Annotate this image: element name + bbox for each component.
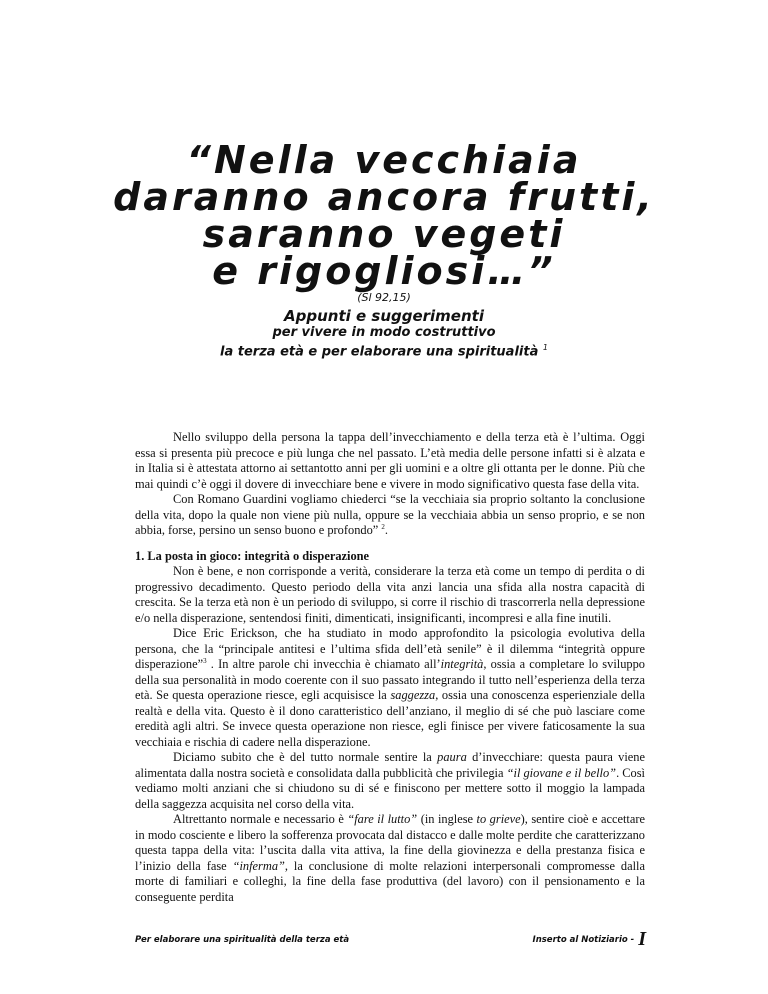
emphasis: “inferma”	[232, 858, 285, 873]
paragraph: Nello sviluppo della persona la tappa dell’invecchiamento e della terza età è l’ultima. Oggi essa si presenta più precoce e più lunga che nel passato. L’età media delle persone infatti si è alzata e in Italia si è attestata attorno ai settantotto anni per gli uomini e a oltre gli ottanta per le donne. Più che mai quindi c’è oggi il dovere di invecchiare bene e vivere in modo significativo questa fase della vita.	[135, 430, 645, 491]
paragraph-text: Diciamo subito che è del tutto normale sentire la	[173, 750, 438, 764]
emphasis: “fare il lutto”	[347, 812, 418, 826]
title-line: daranno ancora frutti,	[113, 175, 655, 219]
footnote-ref: 2	[381, 522, 385, 531]
emphasis: “il giovane e il bello”	[506, 765, 617, 780]
paragraph: Non è bene, e non corrisponde a verità, considerare la terza età come un tempo di perdita o di progressivo decadimento. Questo periodo della vita anzi lancia una sfida alla nostra capacità di crescita. Se la terza età non è un periodo di sviluppo, si corre il rischio di trascorrerla nella depressione e/o nella disperazione, sentendosi finiti, dimenticati, insignificanti, incompresi e alla fine inutili.	[135, 564, 645, 625]
paragraph-text: , ossia a completare lo sviluppo della sua personalità in modo coerente con il suo passato integrando il tutto nell’esperienza della terza età. Se questa operazione riesce, egli acquisisce la	[135, 657, 645, 702]
paragraph-text: Con Romano Guardini vogliamo chiederci “se la vecchiaia sia proprio soltanto la conclusione della vita, dopo la quale non viene più nulla, oppure se la vecchiaia abbia un senso proprio, e se non abbia, forse, persino un senso buono e profondo”	[135, 492, 645, 537]
title-line: saranno vegeti	[202, 212, 566, 256]
footer-publication	[533, 928, 646, 951]
paragraph-text: ), sentire cioè e accettare in modo cosciente e libero la sofferenza provocata dal distacco e dalle molte perdite che caratterizzano questa tappa della vita: l’uscita dalla vita attiva, la fine della giovinezza e della prestanza fisica e l’inizio della fase	[135, 812, 645, 873]
emphasis: saggezza	[390, 688, 436, 702]
paragraph: Dice Eric Erickson, che ha studiato in modo approfondito la psicologia evolutiva della persona, che la “principale antitesi e l’ultima sfida dell’età senile” è il dilemma “integrità oppure disperazione”$^3$ . In altre parole chi invecchia è chiamato all’integrità, ossia a completare lo sviluppo della sua personalità in modo coerente con il suo passato integrando il tutto nell’esperienza della terza età. Se questa operazione riesce, egli acquisisce la saggezza, ossia una conoscenza esperienziale della realtà e della vita. Questo è il dono caratteristico dell’anziano, il meglio di sé che può lasciare come eredità agli altri. Se invece questa operazione non riesce, egli finisce per vivere faticosamente la sua vecchiaia e rischia di cadere nella disperazione.	[135, 626, 645, 749]
paragraph	[135, 812, 645, 905]
footer-title: Per elaborare una spiritualità della terza età	[135, 935, 350, 945]
paragraph-text: d’invecchiare: questa paura viene alimentata dalla nostra società e consolidata dalla pubblicità che privilegia	[135, 750, 645, 780]
emphasis: integrità	[440, 657, 484, 671]
emphasis: to grieve	[476, 812, 521, 826]
subtitle-line: la terza età e per elaborare una spiritualità	[220, 344, 539, 360]
section-heading: 1. La posta in gioco: integrità o disperazione	[135, 548, 370, 563]
footnote-ref: 3	[203, 656, 207, 665]
article-subtitle	[0, 307, 768, 359]
article-title	[0, 138, 768, 293]
subtitle-line: per vivere in modo costruttivo	[272, 325, 496, 340]
paragraph-text: (in inglese	[417, 812, 477, 826]
page-number: I	[638, 928, 646, 950]
subtitle-line: Appunti e suggerimenti	[284, 307, 484, 325]
emphasis: paura	[437, 750, 467, 764]
paragraph-text: Altrettanto normale e necessario è	[173, 812, 348, 826]
paragraph: Con Romano Guardini vogliamo chiederci “se la vecchiaia sia proprio soltanto la conclusione della vita, dopo la quale non viene più nulla, oppure se la vecchiaia abbia un senso proprio, e se non abbia, forse, persino un senso buono e profondo” $^2$.	[135, 492, 645, 537]
footer-publication-label: Inserto al Notiziario -	[532, 935, 635, 945]
paragraph-text: . Così vediamo molti anziani che si chiudono su di sé e finiscono per mettere sotto il moggio la lampada della saggezza acquisita nel corso della vita.	[135, 765, 645, 811]
paragraph-text: , ossia una conoscenza esperienziale della realtà e della vita. Questo è il dono caratteristico dell’anziano, il meglio di sé che può lasciare come eredità agli altri. Se invece questa operazione non riesce, egli finisce per vivere faticosamente la sua vecchiaia e rischia di cadere nella disperazione.	[135, 688, 645, 749]
footnote-ref: 1	[542, 343, 548, 352]
paragraph-text: Dice Eric Erickson, che ha studiato in modo approfondito la psicologia evolutiva della persona, che la “principale antitesi e l’ultima sfida dell’età senile” è il dilemma “integrità oppure disperazione”	[135, 626, 645, 671]
paragraph-text: , la conclusione di molte relazioni interpersonali compromesse dalla morte di familiari e colleghi, la fine della fase produttiva (del lavoro) con il pensionamento e la conseguente perdita	[135, 858, 645, 904]
subtitle-line-with-note	[0, 340, 768, 359]
article-body	[135, 430, 645, 905]
paragraph-text: In altre parole chi invecchia è chiamato all’	[213, 657, 441, 671]
title-line: e rigogliosi…”	[212, 249, 556, 293]
title-line: “Nella vecchiaia	[186, 138, 582, 182]
psalm-citation: (Sl 92,15)	[357, 291, 411, 304]
paragraph	[135, 750, 645, 812]
